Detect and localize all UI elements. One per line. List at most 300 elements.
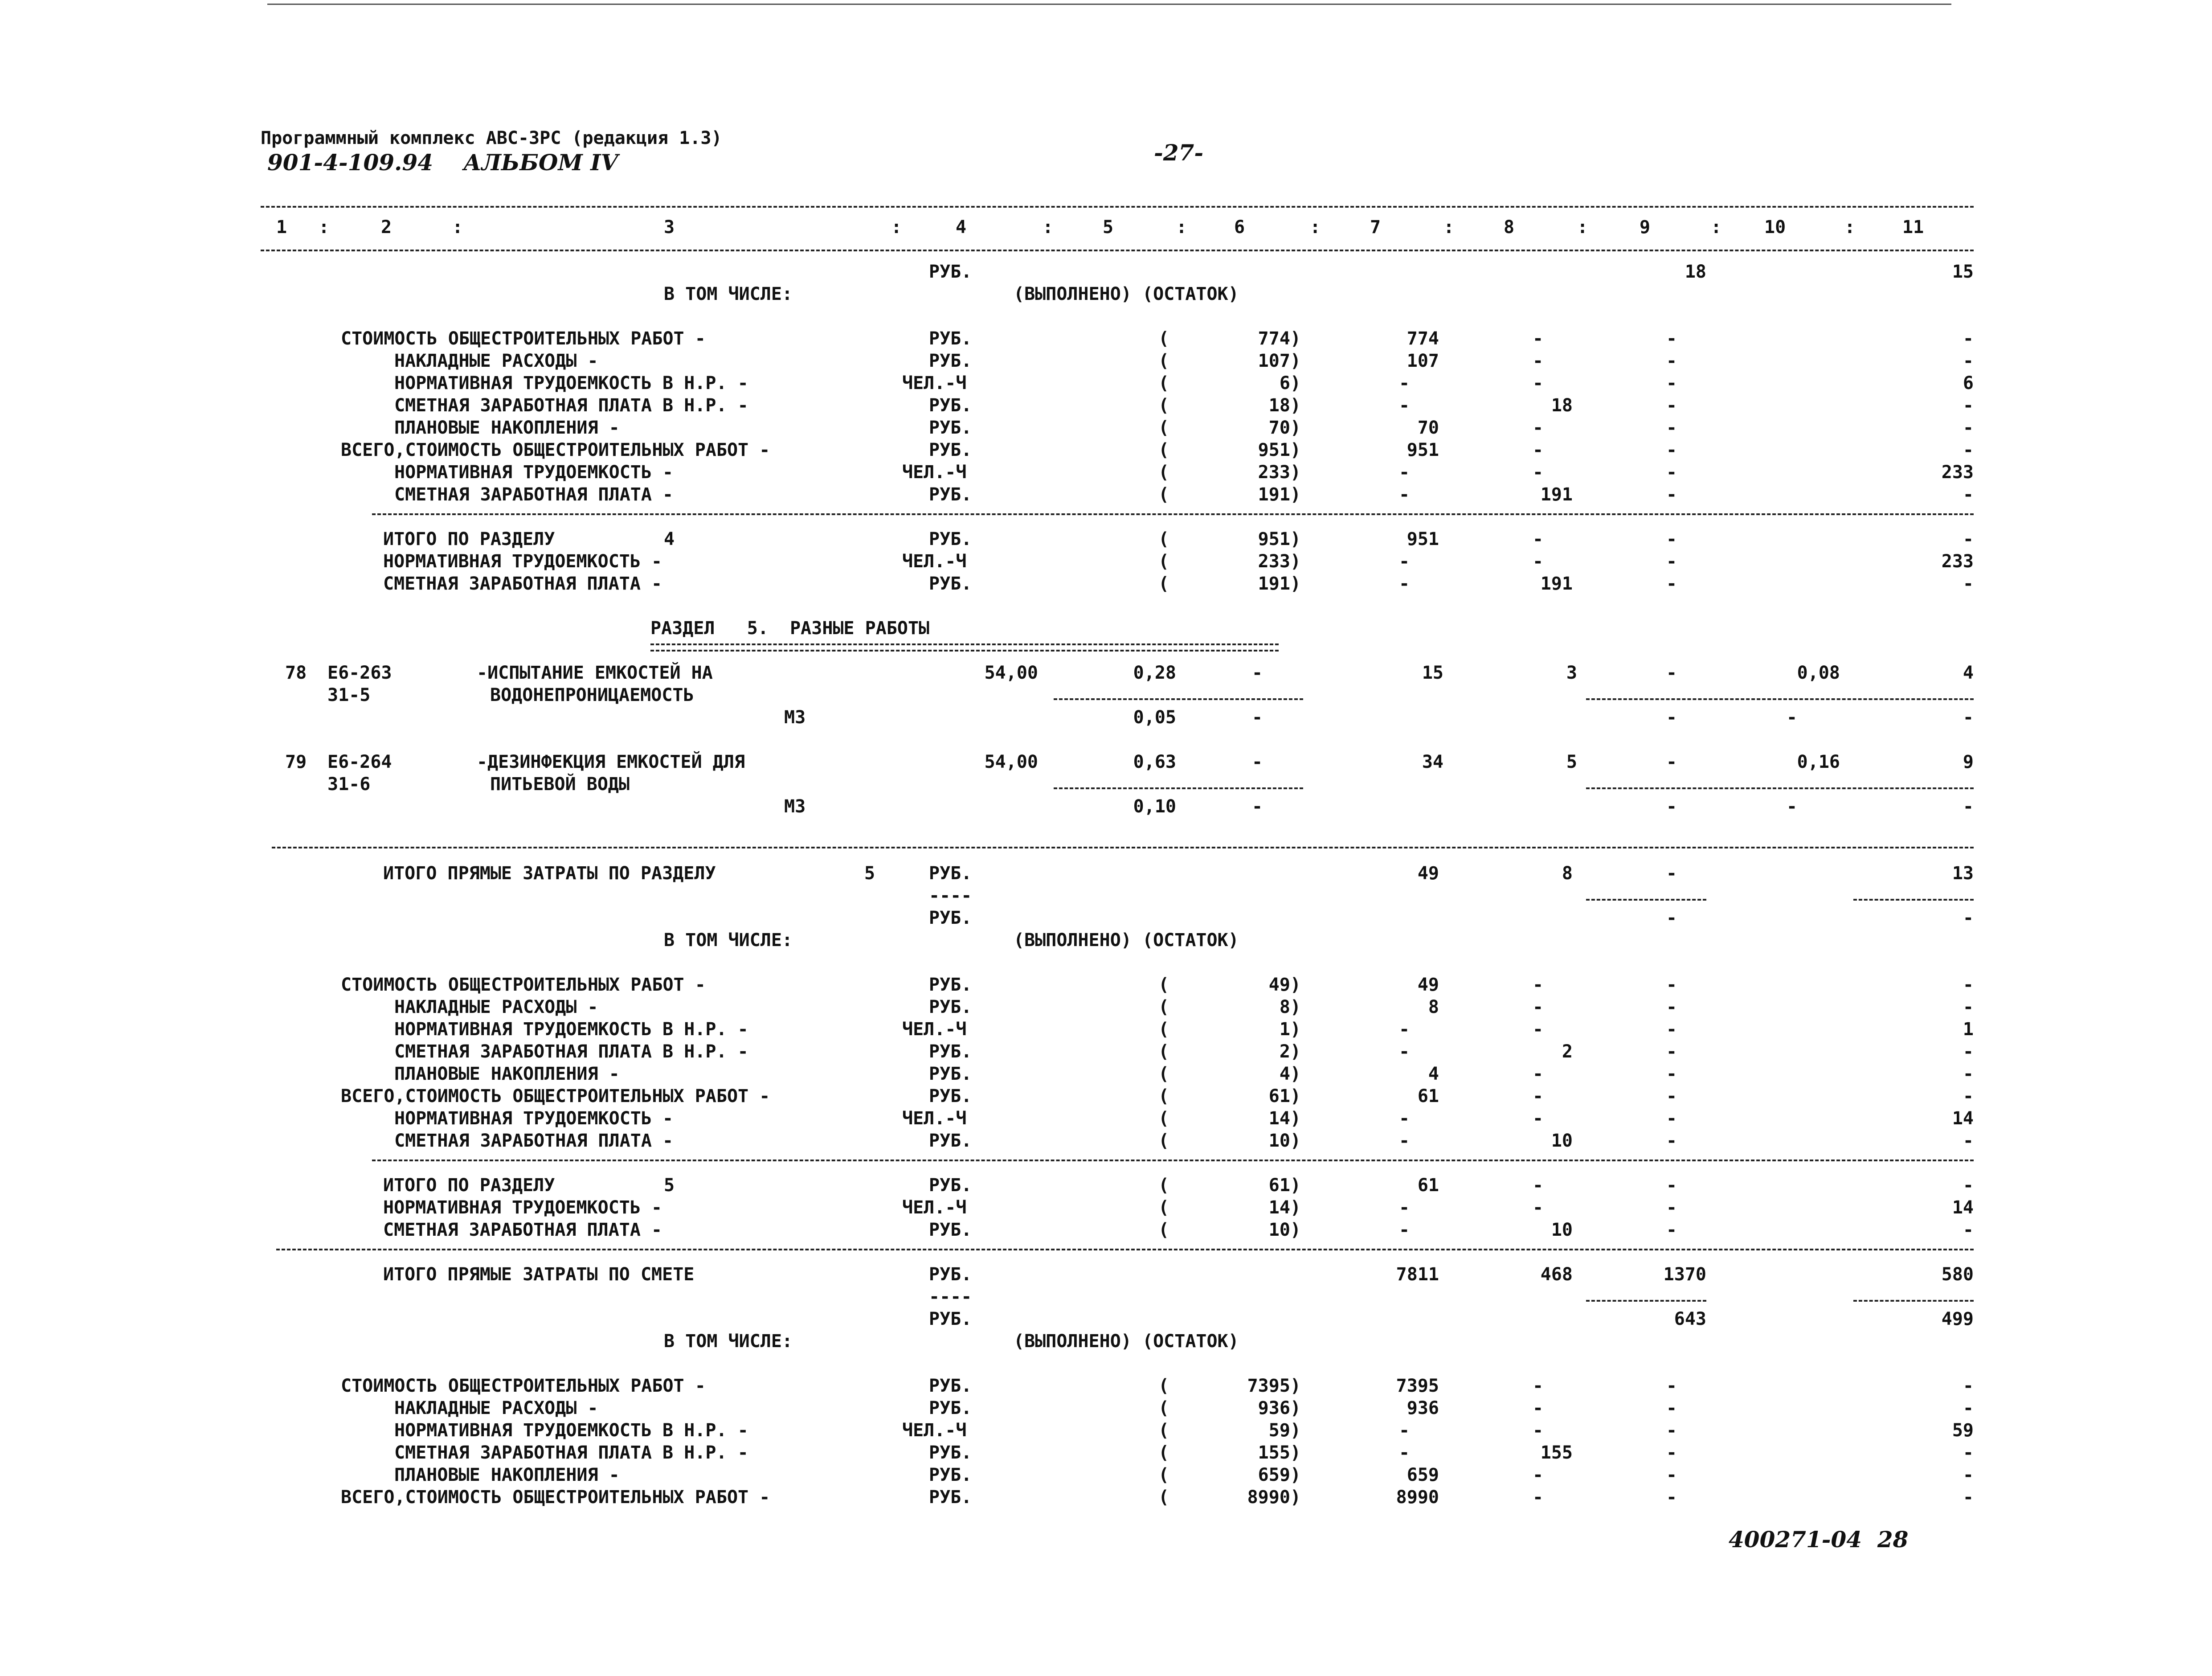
- section-rule: [372, 1160, 1974, 1161]
- value-c6: (: [1158, 373, 1180, 393]
- unit: РУБ.: [929, 1309, 972, 1329]
- item-c5b: 0,10: [1133, 796, 1176, 817]
- value-c6: (: [1158, 1041, 1180, 1062]
- value-c9: -: [1533, 529, 1544, 549]
- row-label: СМЕТНАЯ ЗАРАБОТНАЯ ПЛАТА -: [394, 484, 674, 505]
- unit: РУБ.: [929, 1442, 972, 1463]
- col-sep: :: [1577, 217, 1588, 238]
- value-c7: 7395): [1247, 1376, 1301, 1396]
- item-c9b: -: [1666, 707, 1677, 728]
- value-c10: -: [1666, 1487, 1677, 1508]
- unit: РУБ.: [929, 440, 972, 460]
- value-c6: (: [1158, 1175, 1180, 1196]
- value-c9: 8: [1562, 863, 1573, 884]
- value-c11: 14: [1952, 1197, 1974, 1218]
- col-8: 8: [1504, 217, 1515, 238]
- value-c8: 7811: [1396, 1264, 1439, 1285]
- col-sep: :: [452, 217, 463, 238]
- value-c9: 10: [1551, 1131, 1573, 1151]
- value-c11: -: [1963, 1175, 1974, 1196]
- v-tom-chisle-label: В ТОМ ЧИСЛЕ:: [664, 284, 793, 304]
- value-c8: -: [1399, 1420, 1410, 1441]
- item-c7: 15: [1422, 663, 1443, 683]
- unit: РУБ.: [929, 351, 972, 371]
- pryamye-label: ИТОГО ПРЯМЫЕ ЗАТРАТЫ ПО РАЗДЕЛУ: [383, 863, 716, 884]
- value-c10: -: [1666, 1108, 1677, 1129]
- value-c6: (: [1158, 1398, 1180, 1418]
- value-c10: -: [1666, 1398, 1677, 1418]
- v-tom-chisle-label: В ТОМ ЧИСЛЕ:: [664, 1331, 793, 1352]
- itogo-label: ИТОГО ПО РАЗДЕЛУ: [383, 1175, 555, 1196]
- unit: ЧЕЛ.-Ч: [902, 1108, 967, 1129]
- page-number: -27-: [1154, 139, 1204, 166]
- value-c9: 155: [1540, 1442, 1573, 1463]
- item-c10: 0,08: [1797, 663, 1840, 683]
- doc-code: 901-4-109.94: [267, 149, 433, 176]
- value-c11: 14: [1952, 1108, 1974, 1129]
- value-c10: -: [1666, 418, 1677, 438]
- row-label: СМЕТНАЯ ЗАРАБОТНАЯ ПЛАТА -: [383, 574, 662, 594]
- row-label: ПЛАНОВЫЕ НАКОПЛЕНИЯ -: [394, 1064, 620, 1084]
- unit: ЧЕЛ.-Ч: [902, 551, 967, 572]
- section-rule: [372, 513, 1974, 515]
- value-c8: -: [1399, 373, 1410, 393]
- unit: РУБ.: [929, 1175, 972, 1196]
- row-label: ПЛАНОВЫЕ НАКОПЛЕНИЯ -: [394, 418, 620, 438]
- program-title: Программный комплекс АВС-3РС (редакция 1.3): [261, 128, 722, 148]
- value-c8: 7395: [1396, 1376, 1439, 1396]
- value-c10: -: [1666, 440, 1677, 460]
- value-c11: -: [1963, 418, 1974, 438]
- col-sep: :: [891, 217, 902, 238]
- item-subcode: 31-5: [327, 685, 371, 705]
- col-5: 5: [1103, 217, 1114, 238]
- value-c7: 233): [1258, 551, 1301, 572]
- value-c6: (: [1158, 484, 1180, 505]
- value-c10b: 643: [1674, 1309, 1706, 1329]
- value-c9: -: [1533, 1108, 1544, 1129]
- value-c9: 10: [1551, 1220, 1573, 1240]
- unit: РУБ.: [929, 863, 972, 884]
- value-c7: 951): [1258, 529, 1301, 549]
- value-c11: -: [1963, 1398, 1974, 1418]
- value-c10: 1370: [1663, 1264, 1706, 1285]
- item-qty: 54,00: [984, 663, 1038, 683]
- col-11: 11: [1902, 217, 1924, 238]
- value-c8: 61: [1417, 1175, 1439, 1196]
- value-c6: (: [1158, 1197, 1180, 1218]
- row-label: НОРМАТИВНАЯ ТРУДОЕМКОСТЬ -: [383, 1197, 662, 1218]
- row-label: СМЕТНАЯ ЗАРАБОТНАЯ ПЛАТА В Н.Р. -: [394, 1442, 748, 1463]
- cell-rule: [1586, 1300, 1706, 1302]
- value-c7: 233): [1258, 462, 1301, 483]
- vypolneno-label: (ВЫПОЛНЕНО) (ОСТАТОК): [1014, 930, 1239, 951]
- value-c8: 951: [1407, 440, 1439, 460]
- col-2: 2: [381, 217, 392, 238]
- pryamye-num: 5: [864, 863, 875, 884]
- item-c9: -: [1666, 663, 1677, 683]
- section-rule: [272, 847, 1974, 848]
- value-c6: (: [1158, 1420, 1180, 1441]
- value-c11: 59: [1952, 1420, 1974, 1441]
- value-c6: (: [1158, 1465, 1180, 1485]
- value-c7: 2): [1279, 1041, 1301, 1062]
- row-label: НАКЛАДНЫЕ РАСХОДЫ -: [394, 997, 598, 1017]
- unit: ЧЕЛ.-Ч: [902, 462, 967, 483]
- value-c8: 49: [1417, 863, 1439, 884]
- value-c6: (: [1158, 1376, 1180, 1396]
- value-c8: 774: [1407, 328, 1439, 349]
- value-c11: 233: [1941, 551, 1974, 572]
- value-c11b: 499: [1941, 1309, 1974, 1329]
- value-c8: -: [1399, 484, 1410, 505]
- value-c10: -: [1666, 1131, 1677, 1151]
- value-c9: -: [1533, 997, 1544, 1017]
- row-label: НОРМАТИВНАЯ ТРУДОЕМКОСТЬ -: [394, 462, 674, 483]
- value-c11: -: [1963, 395, 1974, 416]
- value-c10: -: [1666, 975, 1677, 995]
- value-c9: -: [1533, 975, 1544, 995]
- value-c7: 936): [1258, 1398, 1301, 1418]
- value-c10: 18: [1685, 262, 1706, 282]
- value-c8: 8: [1428, 997, 1439, 1017]
- item-name-cont: ВОДОНЕПРОНИЦАЕМОСТЬ: [490, 685, 694, 705]
- value-c7: 70): [1268, 418, 1301, 438]
- row-label: СМЕТНАЯ ЗАРАБОТНАЯ ПЛАТА В Н.Р. -: [394, 395, 748, 416]
- value-c9: -: [1533, 1487, 1544, 1508]
- col-sep: :: [1443, 217, 1455, 238]
- value-c11: -: [1963, 574, 1974, 594]
- value-c11b: -: [1963, 908, 1974, 928]
- value-c9: -: [1533, 1197, 1544, 1218]
- item-c10b: -: [1787, 796, 1798, 817]
- value-c6: (: [1158, 1019, 1180, 1040]
- col-9: 9: [1640, 217, 1651, 238]
- handwritten-note: 400271-04 28: [1729, 1526, 1909, 1553]
- value-c8: -: [1399, 574, 1410, 594]
- unit: ЧЕЛ.-Ч: [902, 1420, 967, 1441]
- col-4: 4: [956, 217, 967, 238]
- value-c7: 14): [1268, 1108, 1301, 1129]
- value-c7: 155): [1258, 1442, 1301, 1463]
- value-c8: -: [1399, 1041, 1410, 1062]
- item-name: -ДЕЗИНФЕКЦИЯ ЕМКОСТЕЙ ДЛЯ: [477, 752, 745, 772]
- col-10: 10: [1764, 217, 1786, 238]
- item-c9: -: [1666, 752, 1677, 772]
- item-subcode: 31-6: [327, 774, 371, 795]
- value-c7: 18): [1268, 395, 1301, 416]
- value-c6: (: [1158, 574, 1180, 594]
- value-c11: 13: [1952, 863, 1974, 884]
- unit: РУБ.: [929, 395, 972, 416]
- section-rule: [276, 1249, 1974, 1250]
- value-c7: 10): [1268, 1220, 1301, 1240]
- top-edge-line: [267, 4, 1951, 5]
- col-sep: :: [1711, 217, 1722, 238]
- value-c9: -: [1533, 1420, 1544, 1441]
- value-c10: -: [1666, 1442, 1677, 1463]
- value-c6: (: [1158, 975, 1180, 995]
- value-c7: 61): [1268, 1175, 1301, 1196]
- row-label: НОРМАТИВНАЯ ТРУДОЕМКОСТЬ -: [394, 1108, 674, 1129]
- value-c6: (: [1158, 1487, 1180, 1508]
- item-c5b: 0,05: [1133, 707, 1176, 728]
- unit: РУБ.: [929, 1086, 972, 1106]
- cell-rule: [1853, 1300, 1974, 1302]
- value-c8: -: [1399, 1220, 1410, 1240]
- item-c6: -: [1252, 663, 1263, 683]
- value-c6: (: [1158, 529, 1180, 549]
- value-c7: 4): [1279, 1064, 1301, 1084]
- item-c7: 34: [1422, 752, 1443, 772]
- item-qty: 54,00: [984, 752, 1038, 772]
- value-c11: 6: [1963, 373, 1974, 393]
- value-c10: -: [1666, 1086, 1677, 1106]
- value-c9: -: [1533, 1019, 1544, 1040]
- value-c11: -: [1963, 1487, 1974, 1508]
- item-c5: 0,28: [1133, 663, 1176, 683]
- unit-dash: ----: [929, 885, 972, 906]
- value-c6: (: [1158, 351, 1180, 371]
- cell-rule: [1586, 698, 1974, 700]
- item-unit: М3: [784, 707, 806, 728]
- unit: РУБ.: [929, 975, 972, 995]
- unit: РУБ.: [929, 1376, 972, 1396]
- value-c11: -: [1963, 975, 1974, 995]
- value-c6: (: [1158, 1442, 1180, 1463]
- value-c6: (: [1158, 1064, 1180, 1084]
- value-c8: 659: [1407, 1465, 1439, 1485]
- value-c11: -: [1963, 1064, 1974, 1084]
- row-label: СТОИМОСТЬ ОБЩЕСТРОИТЕЛЬНЫХ РАБОТ -: [341, 1376, 706, 1396]
- value-c11: -: [1963, 1465, 1974, 1485]
- value-c10: -: [1666, 1220, 1677, 1240]
- unit: ЧЕЛ.-Ч: [902, 1197, 967, 1218]
- value-c10: -: [1666, 328, 1677, 349]
- value-c11: -: [1963, 328, 1974, 349]
- col-7: 7: [1370, 217, 1381, 238]
- value-c10: -: [1666, 373, 1677, 393]
- value-c11: -: [1963, 1442, 1974, 1463]
- value-c10: -: [1666, 1019, 1677, 1040]
- value-c8: 107: [1407, 351, 1439, 371]
- value-c10: -: [1666, 863, 1677, 884]
- row-label: СТОИМОСТЬ ОБЩЕСТРОИТЕЛЬНЫХ РАБОТ -: [341, 328, 706, 349]
- value-c10: -: [1666, 484, 1677, 505]
- value-c7: 951): [1258, 440, 1301, 460]
- unit: РУБ.: [929, 574, 972, 594]
- unit: РУБ.: [929, 1041, 972, 1062]
- item-c11b: -: [1963, 707, 1974, 728]
- value-c10: -: [1666, 1175, 1677, 1196]
- value-c9: -: [1533, 1465, 1544, 1485]
- value-c6: (: [1158, 551, 1180, 572]
- value-c8: -: [1399, 1442, 1410, 1463]
- value-c8: 70: [1417, 418, 1439, 438]
- value-c8: -: [1399, 395, 1410, 416]
- value-c7: 107): [1258, 351, 1301, 371]
- value-c10: -: [1666, 574, 1677, 594]
- itogo-num: 5: [664, 1175, 675, 1196]
- unit: РУБ.: [929, 328, 972, 349]
- unit: РУБ.: [929, 529, 972, 549]
- item-c11: 9: [1963, 752, 1974, 772]
- value-c8: 8990: [1396, 1487, 1439, 1508]
- value-c8: -: [1399, 462, 1410, 483]
- item-c8: 5: [1566, 752, 1577, 772]
- value-c9: 468: [1540, 1264, 1573, 1285]
- value-c11: -: [1963, 1376, 1974, 1396]
- value-c8: 936: [1407, 1398, 1439, 1418]
- value-c11: -: [1963, 529, 1974, 549]
- value-c9: -: [1533, 418, 1544, 438]
- value-c6: (: [1158, 418, 1180, 438]
- value-c11: -: [1963, 997, 1974, 1017]
- row-label: НОРМАТИВНАЯ ТРУДОЕМКОСТЬ -: [383, 551, 662, 572]
- value-c8: 4: [1428, 1064, 1439, 1084]
- unit: ЧЕЛ.-Ч: [902, 373, 967, 393]
- value-c10: -: [1666, 351, 1677, 371]
- item-code: Е6-263: [327, 663, 392, 683]
- col-6: 6: [1234, 217, 1245, 238]
- row-label: НОРМАТИВНАЯ ТРУДОЕМКОСТЬ В Н.Р. -: [394, 1420, 748, 1441]
- value-c10: -: [1666, 462, 1677, 483]
- row-label: СТОИМОСТЬ ОБЩЕСТРОИТЕЛЬНЫХ РАБОТ -: [341, 975, 706, 995]
- vypolneno-label: (ВЫПОЛНЕНО) (ОСТАТОК): [1014, 284, 1239, 304]
- unit: РУБ.: [929, 418, 972, 438]
- item-c6: -: [1252, 752, 1263, 772]
- value-c8: -: [1399, 1131, 1410, 1151]
- value-c8: 61: [1417, 1086, 1439, 1106]
- value-c6: (: [1158, 1131, 1180, 1151]
- value-c11: -: [1963, 1041, 1974, 1062]
- row-label: НОРМАТИВНАЯ ТРУДОЕМКОСТЬ В Н.Р. -: [394, 373, 748, 393]
- value-c10: -: [1666, 1420, 1677, 1441]
- unit: РУБ.: [929, 1487, 972, 1508]
- unit: ЧЕЛ.-Ч: [902, 1019, 967, 1040]
- value-c9: -: [1533, 1376, 1544, 1396]
- value-c10: -: [1666, 551, 1677, 572]
- value-c9: -: [1533, 1398, 1544, 1418]
- value-c6: (: [1158, 1086, 1180, 1106]
- value-c6: (: [1158, 440, 1180, 460]
- value-c7: 659): [1258, 1465, 1301, 1485]
- value-c9: -: [1533, 551, 1544, 572]
- value-c11: 580: [1941, 1264, 1974, 1285]
- value-c9: -: [1533, 462, 1544, 483]
- col-sep: :: [1043, 217, 1054, 238]
- item-c6b: -: [1252, 796, 1263, 817]
- item-code: Е6-264: [327, 752, 392, 772]
- header-top-rule: [261, 206, 1974, 208]
- album-label: АЛЬБОМ IV: [463, 149, 618, 176]
- value-c11: 15: [1952, 262, 1974, 282]
- value-c7: 774): [1258, 328, 1301, 349]
- row-label: СМЕТНАЯ ЗАРАБОТНАЯ ПЛАТА -: [383, 1220, 662, 1240]
- row-label: ВСЕГО,СТОИМОСТЬ ОБЩЕСТРОИТЕЛЬНЫХ РАБОТ -: [341, 1086, 770, 1106]
- value-c11: -: [1963, 1220, 1974, 1240]
- value-c6: (: [1158, 1108, 1180, 1129]
- col-1: 1: [276, 217, 287, 238]
- item-name-cont: ПИТЬЕВОЙ ВОДЫ: [490, 774, 630, 795]
- value-c10: -: [1666, 1376, 1677, 1396]
- row-label: СМЕТНАЯ ЗАРАБОТНАЯ ПЛАТА В Н.Р. -: [394, 1041, 748, 1062]
- cell-rule: [1054, 787, 1303, 789]
- cell-rule: [1054, 698, 1303, 700]
- value-c10: -: [1666, 1197, 1677, 1218]
- header-bottom-rule: [261, 250, 1974, 251]
- row-label: НАКЛАДНЫЕ РАСХОДЫ -: [394, 351, 598, 371]
- item-c10: 0,16: [1797, 752, 1840, 772]
- value-c9: -: [1533, 440, 1544, 460]
- value-c11: -: [1963, 351, 1974, 371]
- value-c9: -: [1533, 1175, 1544, 1196]
- row-label: ВСЕГО,СТОИМОСТЬ ОБЩЕСТРОИТЕЛЬНЫХ РАБОТ -: [341, 440, 770, 460]
- unit-dash: ----: [929, 1287, 972, 1307]
- cell-rule: [1586, 787, 1974, 789]
- value-c6: (: [1158, 1220, 1180, 1240]
- col-sep: :: [1844, 217, 1856, 238]
- value-c6: (: [1158, 997, 1180, 1017]
- value-c7: 61): [1268, 1086, 1301, 1106]
- value-c10: -: [1666, 1064, 1677, 1084]
- unit: РУБ.: [929, 908, 972, 928]
- item-c6b: -: [1252, 707, 1263, 728]
- unit: РУБ.: [929, 262, 972, 282]
- value-c9: 191: [1540, 484, 1573, 505]
- value-c11: -: [1963, 484, 1974, 505]
- unit: РУБ.: [929, 997, 972, 1017]
- value-c10b: -: [1666, 908, 1677, 928]
- unit: РУБ.: [929, 1220, 972, 1240]
- value-c9: -: [1533, 1064, 1544, 1084]
- value-c6: (: [1158, 395, 1180, 416]
- cell-rule: [1853, 899, 1974, 901]
- unit: РУБ.: [929, 1398, 972, 1418]
- vypolneno-label: (ВЫПОЛНЕНО) (ОСТАТОК): [1014, 1331, 1239, 1352]
- unit: РУБ.: [929, 1465, 972, 1485]
- unit: РУБ.: [929, 1131, 972, 1151]
- item-unit: М3: [784, 796, 806, 817]
- item-c10b: -: [1787, 707, 1798, 728]
- section-title-underline: [650, 643, 1279, 652]
- col-sep: :: [319, 217, 330, 238]
- item-number: 78: [285, 663, 307, 683]
- col-3: 3: [664, 217, 675, 238]
- value-c10: -: [1666, 1465, 1677, 1485]
- value-c8: 49: [1417, 975, 1439, 995]
- section-title: РАЗДЕЛ 5. РАЗНЫЕ РАБОТЫ: [650, 618, 930, 639]
- unit: РУБ.: [929, 1064, 972, 1084]
- item-c9b: -: [1666, 796, 1677, 817]
- value-c7: 8): [1279, 997, 1301, 1017]
- col-sep: :: [1176, 217, 1187, 238]
- itogo-num: 4: [664, 529, 675, 549]
- value-c11: 1: [1963, 1019, 1974, 1040]
- value-c9: 18: [1551, 395, 1573, 416]
- row-label: НОРМАТИВНАЯ ТРУДОЕМКОСТЬ В Н.Р. -: [394, 1019, 748, 1040]
- value-c7: 10): [1268, 1131, 1301, 1151]
- unit: РУБ.: [929, 1264, 972, 1285]
- value-c8: -: [1399, 1019, 1410, 1040]
- item-c8: 3: [1566, 663, 1577, 683]
- value-c8: -: [1399, 1108, 1410, 1129]
- value-c11: -: [1963, 1131, 1974, 1151]
- value-c8: -: [1399, 1197, 1410, 1218]
- item-number: 79: [285, 752, 307, 772]
- value-c7: 1): [1279, 1019, 1301, 1040]
- col-sep: :: [1310, 217, 1321, 238]
